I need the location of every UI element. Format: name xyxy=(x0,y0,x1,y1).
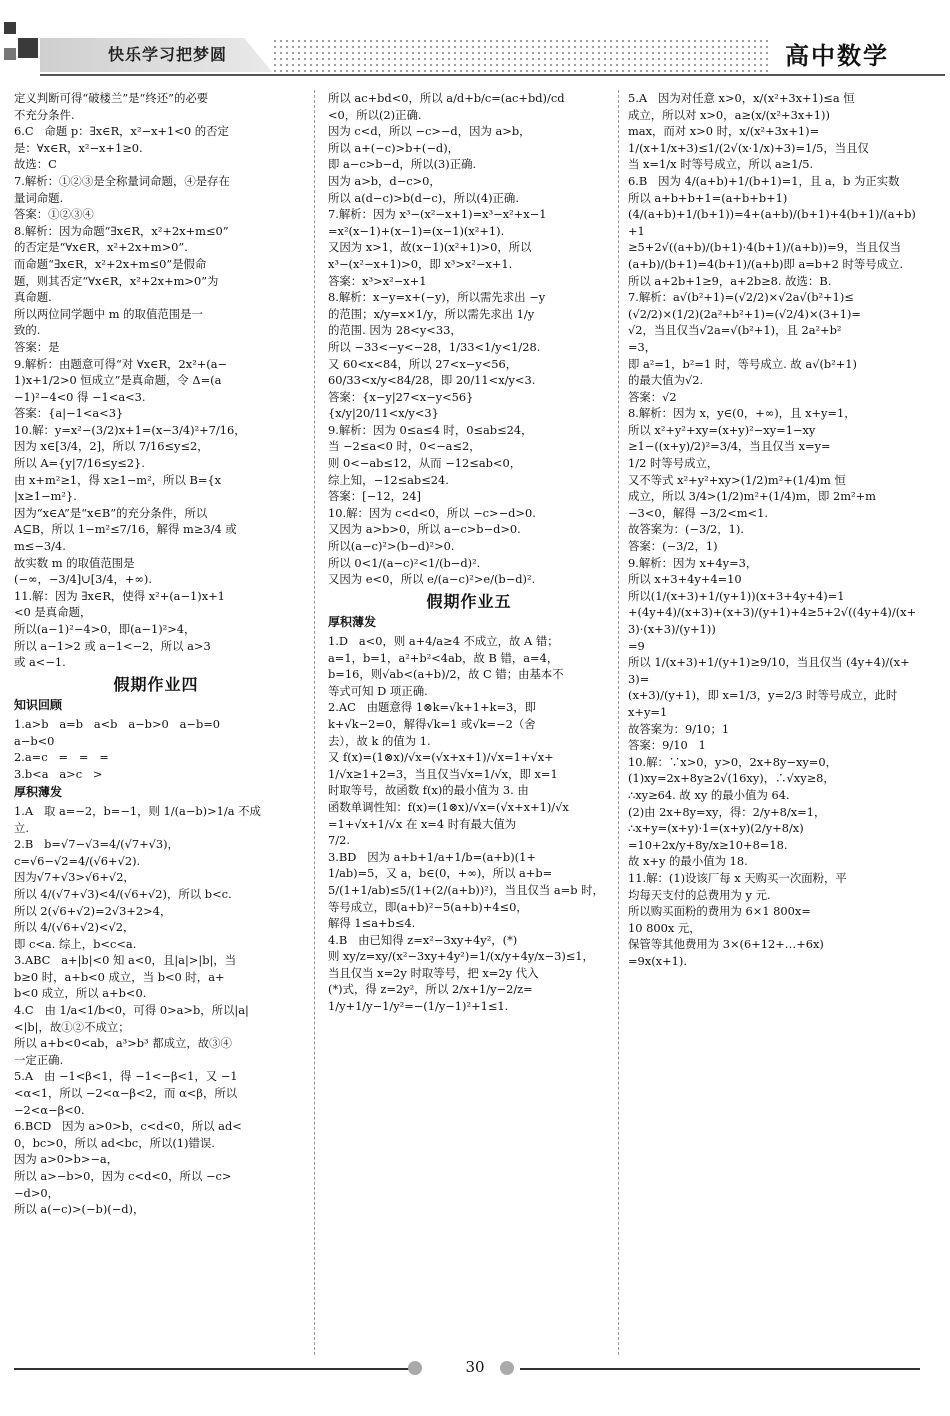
text-line: 所以 2(√6+√2)=2√3+2>4， xyxy=(14,903,172,918)
text-line: 7.解析：因为 x³−(x²−x+1)=x³−x²+x−1 xyxy=(328,207,547,222)
text-line: 故答案为：9/10；1 xyxy=(628,721,730,736)
text-line: 均每天支付的总费用为 y 元. xyxy=(628,887,771,902)
text-line: b≥0 时，a+b<0 成立，当 b<0 时，a+ xyxy=(14,969,225,984)
text-line: <α<1，所以 −2<α−β<2，而 α<β，所以 xyxy=(14,1086,238,1101)
text-line: 10.解：∵x>0，y>0，2x+8y−xy=0， xyxy=(628,754,837,769)
column-divider xyxy=(314,90,316,1355)
text-line: b<0 成立，所以 a+b<0. xyxy=(14,986,147,1001)
text-line: 10.解：y=x²−(3/2)x+1=(x−3/4)²+7/16， xyxy=(14,422,246,437)
answer-column-middle xyxy=(328,90,610,1015)
text-line: <0 是真命题， xyxy=(14,605,92,620)
text-line: 所以 ac+bd<0，所以 a/d+b/c=(ac+bd)/cd xyxy=(328,91,565,105)
text-line: 9.解析：由题意可得“对 ∀x∈R，2x²+(a− xyxy=(14,356,228,371)
text-line: 所以 a+b<0<ab，a³>b³ 都成立，故③④ xyxy=(14,1036,232,1051)
text-line: 即 a²=1，b²=1 时，等号成立. 故 a√(b²+1) xyxy=(628,356,858,371)
text-line: 答案：[−12，24] xyxy=(328,489,421,504)
text-line: 1/ab)=5，又 a，b∈(0，+∞)，所以 a+b= xyxy=(328,866,553,881)
text-line: 1)x+1/2>0 恒成立”是真命题，令 Δ=(a xyxy=(14,373,222,388)
text-line: 当且仅当 x=2y 时取等号，把 x=2y 代入 xyxy=(328,965,539,980)
text-line: 所以 1/(x+3)+1/(y+1)≥9/10，当且仅当 (4y+4)/(x+3)= xyxy=(628,655,910,686)
text-line: 因为“x∈A”是“x∈B”的充分条件，所以 xyxy=(14,505,208,520)
text-line: 10 800x 元， xyxy=(628,920,701,935)
text-line: −d>0， xyxy=(14,1185,60,1200)
text-line: =3， xyxy=(628,339,657,354)
text-line: 所以 a(−c)>(−b)(−d)， xyxy=(14,1202,145,1217)
text-line: 7.解析：①②③是全称量词命题，④是存在 xyxy=(14,173,230,188)
text-line: 答案：x³>x²−x+1 xyxy=(328,273,427,288)
text-line: 故选：C xyxy=(14,157,57,172)
footer-dot-right xyxy=(500,1361,514,1375)
text-line: c=√6−√2=4/(√6+√2). xyxy=(14,853,141,868)
text-line: −3<0，解得 −3/2<m<1. xyxy=(628,505,769,520)
text-line: 而命题“∃x∈R，x²+2x+m≤0”是假命 xyxy=(14,256,207,271)
text-line: 3.BD 因为 a+b+1/a+1/b=(a+b)(1+ xyxy=(328,849,536,864)
text-line: x³−(x²−x+1)>0，即 x³>x²−x+1. xyxy=(328,256,513,271)
text-line: 当 −2≤a<0 时，0<−a≤2， xyxy=(328,439,481,454)
text-line: 等号成立，即(a+b)²−5(a+b)+4≤0， xyxy=(328,899,528,914)
text-line: 又 60<x<84，所以 27<x−y<56， xyxy=(328,356,518,371)
text-line: 8.解析：x−y=x+(−y)，所以需先求出 −y xyxy=(328,290,546,305)
text-line: 8.解析：因为 x，y∈(0，+∞)，且 x+y=1， xyxy=(628,406,856,421)
subsection-title: 厚积薄发 xyxy=(328,615,377,630)
text-line: 9.解析：因为 x+4y=3， xyxy=(628,555,758,570)
text-line: 1/(x+1/x+3)≤1/(2√(x·1/x)+3)=1/5，当且仅 xyxy=(628,140,869,155)
text-line: a−b<0 xyxy=(14,733,55,748)
text-line: 4.B 由已知得 z=x²−3xy+4y²，(*) xyxy=(328,932,518,947)
footer-rule-left xyxy=(14,1368,414,1370)
text-line: 解得 1≤a+b≤4. xyxy=(328,916,416,931)
text-line: k+√k−2=0，解得√k=1 或√k=−2（舍 xyxy=(328,716,536,731)
text-line: 5.A 由 −1<β<1，得 −1<−β<1，又 −1 xyxy=(14,1069,238,1084)
text-line: 2.a=c = = = xyxy=(14,750,109,765)
text-line: 所以 x²+y²+xy=(x+y)²−xy=1−xy xyxy=(628,422,816,437)
text-line: 答案：是 xyxy=(14,339,60,354)
text-line: 当 x=1/x 时等号成立，所以 a≥1/5. xyxy=(628,157,814,172)
header-square-2 xyxy=(18,38,38,58)
text-line: 3.ABC a+|b|<0 知 a<0，且|a|>|b|，当 xyxy=(14,953,237,968)
text-line: 题，则其否定“∀x∈R，x²+2x+m>0”为 xyxy=(14,273,219,288)
text-line: 所以 x+3+4y+4=10 xyxy=(628,572,742,587)
header-dot-pattern xyxy=(272,38,772,72)
text-line: (x+3)/(y+1)，即 x=1/3，y=2/3 时等号成立，此时 xyxy=(628,688,898,703)
text-line: 又因为 x>1，故(x−1)(x²+1)>0，所以 xyxy=(328,240,532,255)
section-title: 假期作业四 xyxy=(113,674,199,694)
text-line: 因为 c<d，所以 −c>−d，因为 a>b， xyxy=(328,124,531,139)
text-line: 1.a>b a=b a<b a−b>0 a−b=0 xyxy=(14,716,221,731)
text-line: (−∞，−3/4]∪[3/4，+∞). xyxy=(14,572,152,587)
text-line: =9 xyxy=(628,638,645,653)
text-line: 1.A 取 a=−2，b=−1，则 1/(a−b)>1/a 不成 xyxy=(14,803,261,818)
text-line: 的范围；x/y=x×1/y，所以需先求出 1/y xyxy=(328,306,535,321)
text-line: 故答案为：(−3/2，1). xyxy=(628,522,744,537)
text-line: 的范围. 因为 28<y<33， xyxy=(328,323,462,338)
text-line: 8.解析：因为命题“∃x∈R，x²+2x+m≤0” xyxy=(14,223,229,238)
page-header xyxy=(0,0,950,82)
text-line: 则 0<−ab≤12，从而 −12≤ab<0， xyxy=(328,456,522,471)
text-line: 0，bc>0，所以 ad<bc，所以(1)错误. xyxy=(14,1135,215,1150)
text-line: 7.解析：a√(b²+1)=(√2/2)×√2a√(b²+1)≤ xyxy=(628,290,854,305)
text-line: 6.C 命题 p：∃x∈R，x²−x+1<0 的否定 xyxy=(14,124,229,139)
text-line: (*)式，得 z=2y²，所以 2/x+1/y−2/z= xyxy=(328,982,533,997)
text-line: (1)xy=2x+8y≥2√(16xy)，∴√xy≥8， xyxy=(628,771,835,786)
text-line: 10.解：因为 c<d<0，所以 −c>−d>0. xyxy=(328,505,536,520)
text-line: =x²(x−1)+(x−1)=(x−1)(x²+1). xyxy=(328,223,505,238)
text-line: 所以 4/(√7+√3)<4/(√6+√2)，所以 b<c. xyxy=(14,886,232,901)
text-line: 所以 4/(√6+√2)<√2， xyxy=(14,920,135,935)
text-line: 因为 a>b，d−c>0， xyxy=(328,173,441,188)
text-line: 所以(a−1)²−4>0，即(a−1)²>4， xyxy=(14,622,196,636)
text-line: 答案：{x−y|27<x−y<56} xyxy=(328,389,474,404)
text-line: b=16，则√ab<(a+b)/2，故 C 错；由基本不 xyxy=(328,667,564,682)
text-line: 所以两位同学题中 m 的取值范围是一 xyxy=(14,306,203,321)
text-line: 6.BCD 因为 a>0>b，c<d<0，所以 ad< xyxy=(14,1119,242,1134)
text-line: ≥5+2√((a+b)/(b+1)·4(b+1)/(a+b))=9，当且仅当 xyxy=(628,240,901,255)
text-line: (4/(a+b)+1/(b+1))=4+(a+b)/(b+1)+4(b+1)/(a+b)+1 xyxy=(628,207,916,238)
text-line: =10+2x/y+8y/x≥10+8=18. xyxy=(628,837,788,852)
text-line: 即 c<a. 综上，b<c<a. xyxy=(14,936,137,951)
text-line: 成立，所以对 x>0，a≥(x/(x²+3x+1)) xyxy=(628,107,830,122)
text-line: 所以 a(d−c)>b(d−c)，所以(4)正确. xyxy=(328,190,519,205)
text-line: +(4y+4)/(x+3)+(x+3)/(y+1)+4≥5+2√((4y+4)/(x+3)·(x+3)/(y+1)) xyxy=(628,605,917,636)
text-line: 又因为 a>b>0，所以 a−c>b−d>0. xyxy=(328,522,521,537)
header-square-1 xyxy=(4,22,16,34)
text-line: 5/(1+1/ab)≤5/(1+(2/(a+b))²)，当且仅当 a=b 时， xyxy=(328,882,604,897)
text-line: 定义判断可得“破楼兰”是“终还”的必要 xyxy=(14,91,209,105)
text-line: 答案：(−3/2，1) xyxy=(628,539,718,554)
text-line: 6.B 因为 4/(a+b)+1/(b+1)=1，且 a，b 为正实数 xyxy=(628,173,900,188)
text-line: 成立，所以 3/4>(1/2)m²+(1/4)m，即 2m²+m xyxy=(628,489,876,504)
text-line: 真命题. xyxy=(14,290,52,305)
text-line: 所以 a+b+b+1=(a+b+b+1) xyxy=(628,190,788,205)
text-line: (a+b)/(b+1)=4(b+1)/(a+b)即 a=b+2 时等号成立. xyxy=(628,256,904,271)
banner-title: 快乐学习把梦圆 xyxy=(108,45,228,64)
text-line: 1/√x≥1+2=3，当且仅当√x=1/√x，即 x=1 xyxy=(328,766,558,781)
text-line: 所以 a+2b+1≥9，a+2b≥8. 故选：B. xyxy=(628,273,832,288)
text-line: 1.D a<0，则 a+4/a≥4 不成立，故 A 错； xyxy=(328,634,559,648)
text-line: 2.AC 由题意得 1⊗k=√k+1+k=3，即 xyxy=(328,700,537,715)
text-line: 去），故 k 的值为 1. xyxy=(328,733,431,748)
text-line: 一定正确. xyxy=(14,1052,64,1067)
subsection-title: 厚积薄发 xyxy=(14,785,63,800)
text-line: =1+√x+1/√x 在 x=4 时有最大值为 xyxy=(328,816,517,831)
text-line: −2<α−β<0. xyxy=(14,1102,85,1117)
text-line: −1)²−4<0 得 −1<a<3. xyxy=(14,389,146,404)
text-line: 2.B b=√7−√3=4/(√7+√3)， xyxy=(14,837,179,852)
text-line: 故实数 m 的取值范围是 xyxy=(14,555,135,570)
text-line: 综上知，−12≤ab≤24. xyxy=(328,472,449,487)
text-line: 所以购买面粉的费用为 6×1 800x= xyxy=(628,904,811,919)
text-line: 答案：①②③④ xyxy=(14,207,94,222)
text-line: 60/33<x/y<84/28，即 20/11<x/y<3. xyxy=(328,373,536,388)
text-line: 保管等其他费用为 3×(6+12+…+6x) xyxy=(628,937,824,952)
text-line: 由 x+m²≥1，得 x≥1−m²，所以 B={x xyxy=(14,472,222,487)
text-line: 所以 A={y|7/16≤y≤2}. xyxy=(14,456,145,471)
text-line: 所以 0<1/(a−c)²<1/(b−d)². xyxy=(328,555,481,570)
text-line: 函数单调性知：f(x)=(1⊗x)/√x=(√x+x+1)/√x xyxy=(328,799,569,814)
text-line: 不充分条件. xyxy=(14,107,75,122)
text-line: 所以(a−c)²>(b−d)²>0. xyxy=(328,539,455,554)
text-line: 5.A 因为对任意 x>0，x/(x²+3x+1)≤a 恒 xyxy=(628,91,855,105)
footer-rule-right xyxy=(520,1368,920,1370)
text-line: 立. xyxy=(14,820,30,835)
text-line: 答案：{a|−1<a<3} xyxy=(14,406,124,421)
text-line: 的否定是“∀x∈R，x²+2x+m>0”. xyxy=(14,240,188,255)
header-square-4 xyxy=(4,48,16,60)
text-line: 7/2. xyxy=(328,833,350,848)
text-line: ∴x+y=(x+y)·1=(x+y)(2/y+8/x) xyxy=(628,821,804,836)
footer-dot-left xyxy=(408,1361,422,1375)
text-line: 3.b<a a>c > xyxy=(14,766,103,781)
text-line: |x≥1−m²}. xyxy=(14,489,77,504)
text-line: 又因为 e<0，所以 e/(a−c)²>e/(b−d)². xyxy=(328,572,536,587)
text-line: <|b|，故①②不成立； xyxy=(14,1019,130,1034)
subsection-title: 知识回顾 xyxy=(14,698,63,713)
text-line: {x/y|20/11<x/y<3} xyxy=(328,406,439,421)
text-line: 11.解：因为 ∃x∈R，使得 x²+(a−1)x+1 xyxy=(14,588,225,603)
text-line: 4.C 由 1/a<1/b<0，可得 0>a>b，所以|a| xyxy=(14,1003,249,1018)
text-line: A⊆B，所以 1−m²≤7/16，解得 m≥3/4 或 xyxy=(14,522,237,537)
text-line: 时取等号，故函数 f(x)的最小值为 3. 由 xyxy=(328,783,529,798)
text-line: 或 a<−1. xyxy=(14,655,66,670)
text-line: ∴xy≥64. 故 xy 的最小值为 64. xyxy=(628,787,790,802)
text-line: 是：∀x∈R，x²−x+1≥0. xyxy=(14,140,143,155)
text-line: 故 x+y 的最小值为 18. xyxy=(628,854,748,869)
text-line: 量词命题. xyxy=(14,190,64,205)
text-line: (2)由 2x+8y=xy，得：2/y+8/x=1， xyxy=(628,804,826,819)
text-line: x+y=1 xyxy=(628,704,668,719)
text-line: 又不等式 x²+y²+xy>(1/2)m²+(1/4)m 恒 xyxy=(628,472,846,487)
text-line: <0，所以(2)正确. xyxy=(328,107,422,122)
subject-title: 高中数学 xyxy=(785,42,889,70)
text-line: 11.解：(1)设该厂每 x 天购买一次面粉，平 xyxy=(628,870,847,885)
text-line: a=1，b=1，a²+b²<4ab，故 B 错，a=4， xyxy=(328,650,559,665)
text-line: 等式可知 D 项正确. xyxy=(328,683,428,698)
text-line: 即 a−c>b−d，所以(3)正确. xyxy=(328,157,477,172)
text-line: (√2/2)×(1/2)(2a²+b²+1)=(√2/4)×(3+1)= xyxy=(628,306,861,321)
header-rule xyxy=(40,74,945,76)
text-line: ≥1−((x+y)/2)²=3/4，当且仅当 x=y= xyxy=(628,439,831,454)
answer-column-left xyxy=(14,90,298,1218)
text-line: 的最大值为√2. xyxy=(628,373,704,388)
text-line: 所以 a−1>2 或 a−1<−2，所以 a>3 xyxy=(14,638,211,653)
text-line: 则 xy/z=xy/(x²−3xy+4y²)=1/(x/y+4y/x−3)≤1， xyxy=(328,949,594,964)
text-line: 答案：9/10 1 xyxy=(628,738,706,753)
text-line: 因为√7+√3>√6+√2， xyxy=(14,870,135,885)
answer-column-right xyxy=(628,90,918,969)
text-line: m≤−3/4. xyxy=(14,539,66,554)
text-line: 1/y+1/y−1/y²=−(1/y−1)²+1≤1. xyxy=(328,999,509,1014)
text-line: 1/2 时等号成立， xyxy=(628,456,719,471)
text-line: 因为 a>0>b>−a， xyxy=(14,1152,119,1167)
text-line: 因为 x∈[3/4，2]，所以 7/16≤y≤2， xyxy=(14,439,209,454)
page-number: 30 xyxy=(465,1358,485,1376)
text-line: 所以(1/(x+3)+1/(y+1))(x+3+4y+4)=1 xyxy=(628,588,845,603)
text-line: 所以 −33<−y<−28，1/33<1/y<1/28. xyxy=(328,339,541,354)
text-line: 所以 a>−b>0，因为 c<d<0，所以 −c> xyxy=(14,1169,232,1183)
section-title: 假期作业五 xyxy=(426,591,512,611)
text-line: 9.解析：因为 0≤a≤4 时，0≤ab≤24， xyxy=(328,422,533,437)
text-line: 又 f(x)=(1⊗x)/√x=(√x+x+1)/√x=1+√x+ xyxy=(328,750,554,765)
text-line: √2，当且仅当√2a=√(b²+1)，且 2a²+b² xyxy=(628,323,842,338)
text-line: =9x(x+1). xyxy=(628,953,687,968)
column-divider xyxy=(618,90,620,1355)
text-line: max，而对 x>0 时，x/(x²+3x+1)= xyxy=(628,124,820,139)
text-line: 所以 a+(−c)>b+(−d)， xyxy=(328,140,460,155)
text-line: 答案：√2 xyxy=(628,389,677,404)
text-line: 致的. xyxy=(14,323,41,338)
